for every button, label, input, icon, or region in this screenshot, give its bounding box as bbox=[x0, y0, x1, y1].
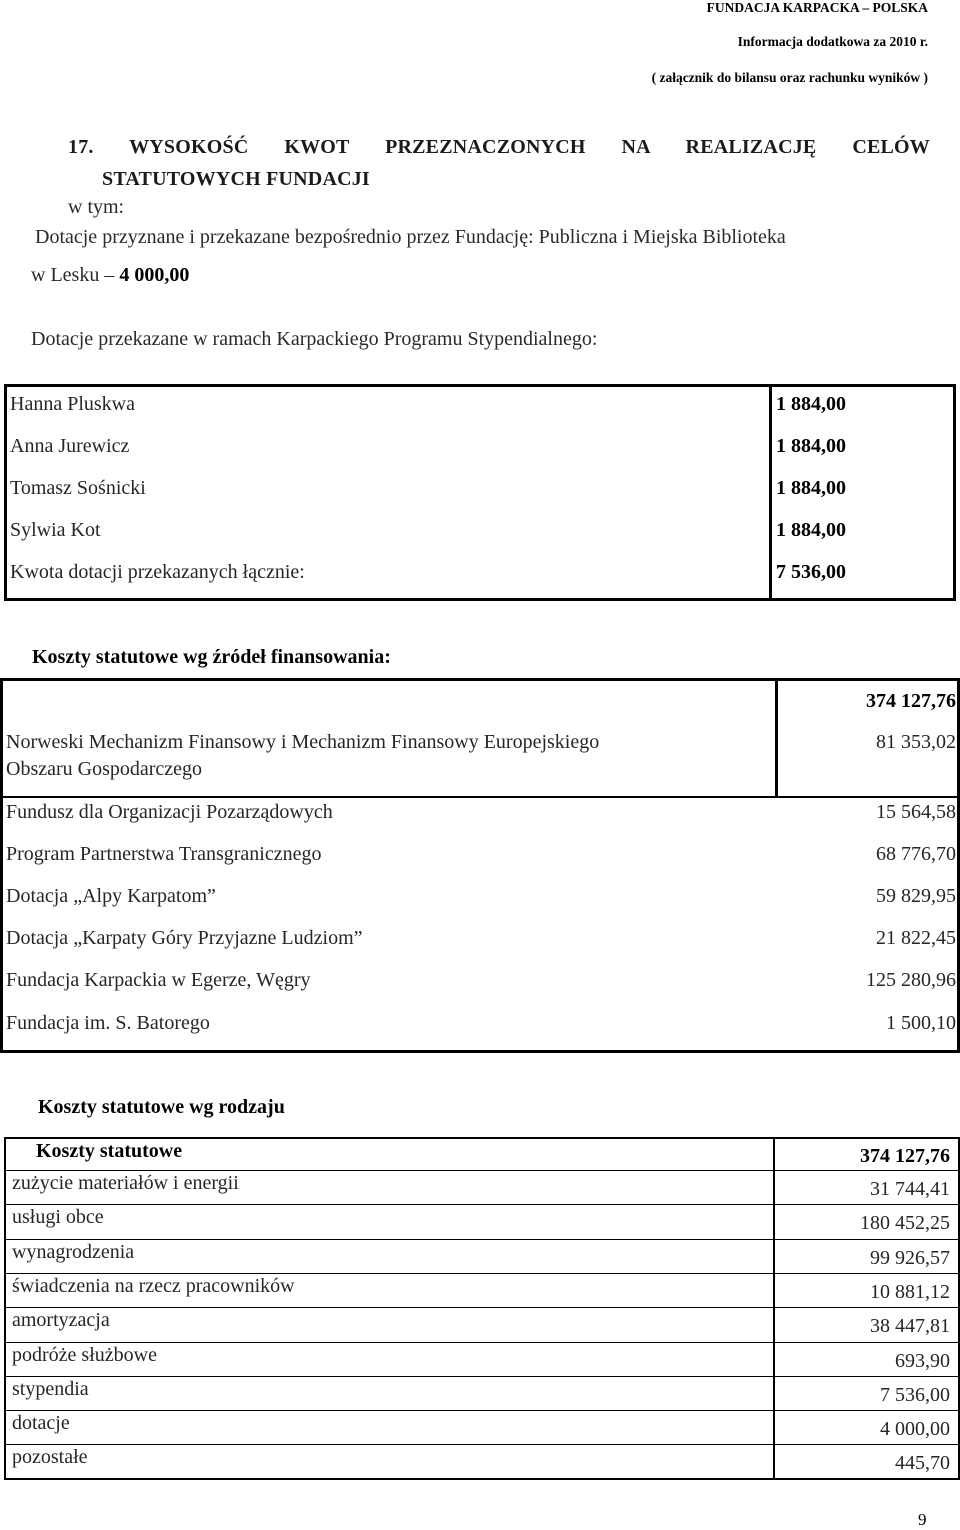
cost-type-row-line bbox=[4, 1239, 960, 1240]
cost-type-name: usługi obce bbox=[12, 1206, 104, 1228]
scholarship-amount: 7 536,00 bbox=[776, 561, 846, 583]
source-amount: 68 776,70 bbox=[876, 843, 956, 865]
source-name-cont: Obszaru Gospodarczego bbox=[6, 758, 203, 780]
cost-type-amount: 7 536,00 bbox=[880, 1384, 950, 1406]
header-info: Informacja dodatkowa za 2010 r. bbox=[737, 34, 928, 49]
source-amount: 21 822,45 bbox=[876, 927, 956, 949]
cost-type-row-line bbox=[4, 1170, 960, 1171]
source-name: Fundacja im. S. Batorego bbox=[6, 1012, 210, 1034]
section-title-line2: STATUTOWYCH FUNDACJI bbox=[102, 168, 370, 190]
types-header-amount: 374 127,76 bbox=[860, 1145, 950, 1167]
source-name: Dotacja „Karpaty Góry Przyjazne Ludziom” bbox=[6, 927, 363, 949]
cost-type-amount: 99 926,57 bbox=[870, 1247, 950, 1269]
section-title-line1: 17. WYSOKOŚĆ KWOT PRZEZNACZONYCH NA REALIZACJĘ CELÓW bbox=[68, 136, 930, 158]
cost-type-name: amortyzacja bbox=[12, 1309, 110, 1331]
scholarship-amount: 1 884,00 bbox=[776, 393, 846, 415]
sources-separator bbox=[0, 796, 960, 798]
dotacje-line1: Dotacje przyznane i przekazane bezpośrednio przez Fundację: Publiczna i Miejska Biblioteka bbox=[35, 226, 786, 248]
source-name: Program Partnerstwa Transgranicznego bbox=[6, 843, 322, 865]
cost-type-row-line bbox=[4, 1376, 960, 1377]
cost-type-name: świadczenia na rzecz pracowników bbox=[12, 1275, 295, 1297]
types-divider bbox=[773, 1137, 775, 1480]
header-note: ( załącznik do bilansu oraz rachunku wyników ) bbox=[651, 70, 928, 85]
types-title: Koszty statutowe wg rodzaju bbox=[38, 1096, 285, 1118]
cost-type-amount: 31 744,41 bbox=[870, 1178, 950, 1200]
cost-type-amount: 180 452,25 bbox=[860, 1212, 950, 1234]
scholarship-name: Tomasz Sośnicki bbox=[10, 477, 146, 499]
scholarship-amount: 1 884,00 bbox=[776, 477, 846, 499]
cost-type-name: zużycie materiałów i energii bbox=[12, 1172, 239, 1194]
stypendia-intro: Dotacje przekazane w ramach Karpackiego Programu Stypendialnego: bbox=[31, 328, 598, 350]
cost-type-amount: 693,90 bbox=[895, 1350, 950, 1372]
cost-type-row-line bbox=[4, 1444, 960, 1445]
dotacje-line2-prefix: w Lesku – bbox=[31, 264, 120, 286]
scholarships-divider bbox=[769, 384, 772, 601]
page-number: 9 bbox=[918, 1510, 927, 1529]
sources-title: Koszty statutowe wg źródeł finansowania: bbox=[32, 646, 391, 668]
source-amount: 59 829,95 bbox=[876, 885, 956, 907]
source-name: Fundacja Karpackia w Egerze, Węgry bbox=[6, 969, 311, 991]
cost-type-row-line bbox=[4, 1342, 960, 1343]
section-wtym: w tym: bbox=[68, 196, 125, 218]
sources-total: 374 127,76 bbox=[866, 690, 956, 712]
cost-type-row-line bbox=[4, 1307, 960, 1308]
source-name: Norweski Mechanizm Finansowy i Mechanizm Finansowy Europejskiego bbox=[6, 731, 600, 753]
scholarship-amount: 1 884,00 bbox=[776, 519, 846, 541]
cost-type-row-line bbox=[4, 1410, 960, 1411]
cost-type-name: stypendia bbox=[12, 1378, 89, 1400]
cost-type-row-line bbox=[4, 1273, 960, 1274]
scholarship-name: Kwota dotacji przekazanych łącznie: bbox=[10, 561, 305, 583]
cost-type-name: podróże służbowe bbox=[12, 1344, 157, 1366]
cost-type-amount: 4 000,00 bbox=[880, 1418, 950, 1440]
cost-type-name: pozostałe bbox=[12, 1446, 88, 1468]
cost-type-amount: 10 881,12 bbox=[870, 1281, 950, 1303]
source-amount: 15 564,58 bbox=[876, 801, 956, 823]
scholarship-name: Anna Jurewicz bbox=[10, 435, 130, 457]
cost-type-name: dotacje bbox=[12, 1412, 70, 1434]
cost-type-amount: 38 447,81 bbox=[870, 1315, 950, 1337]
cost-type-row-line bbox=[4, 1204, 960, 1205]
source-amount: 1 500,10 bbox=[886, 1012, 956, 1034]
source-amount: 125 280,96 bbox=[866, 969, 956, 991]
source-name: Dotacja „Alpy Karpatom” bbox=[6, 885, 216, 907]
dotacje-amount: 4 000,00 bbox=[119, 264, 190, 286]
dotacje-line2 bbox=[31, 264, 189, 287]
scholarship-name: Hanna Pluskwa bbox=[10, 393, 135, 415]
source-name: Fundusz dla Organizacji Pozarządowych bbox=[6, 801, 333, 823]
source-amount: 81 353,02 bbox=[876, 731, 956, 753]
types-header-label: Koszty statutowe bbox=[36, 1140, 183, 1162]
cost-type-amount: 445,70 bbox=[895, 1452, 950, 1474]
header-org: FUNDACJA KARPACKA – POLSKA bbox=[706, 0, 928, 15]
scholarship-name: Sylwia Kot bbox=[10, 519, 101, 541]
cost-type-name: wynagrodzenia bbox=[12, 1241, 135, 1263]
scholarship-amount: 1 884,00 bbox=[776, 435, 846, 457]
